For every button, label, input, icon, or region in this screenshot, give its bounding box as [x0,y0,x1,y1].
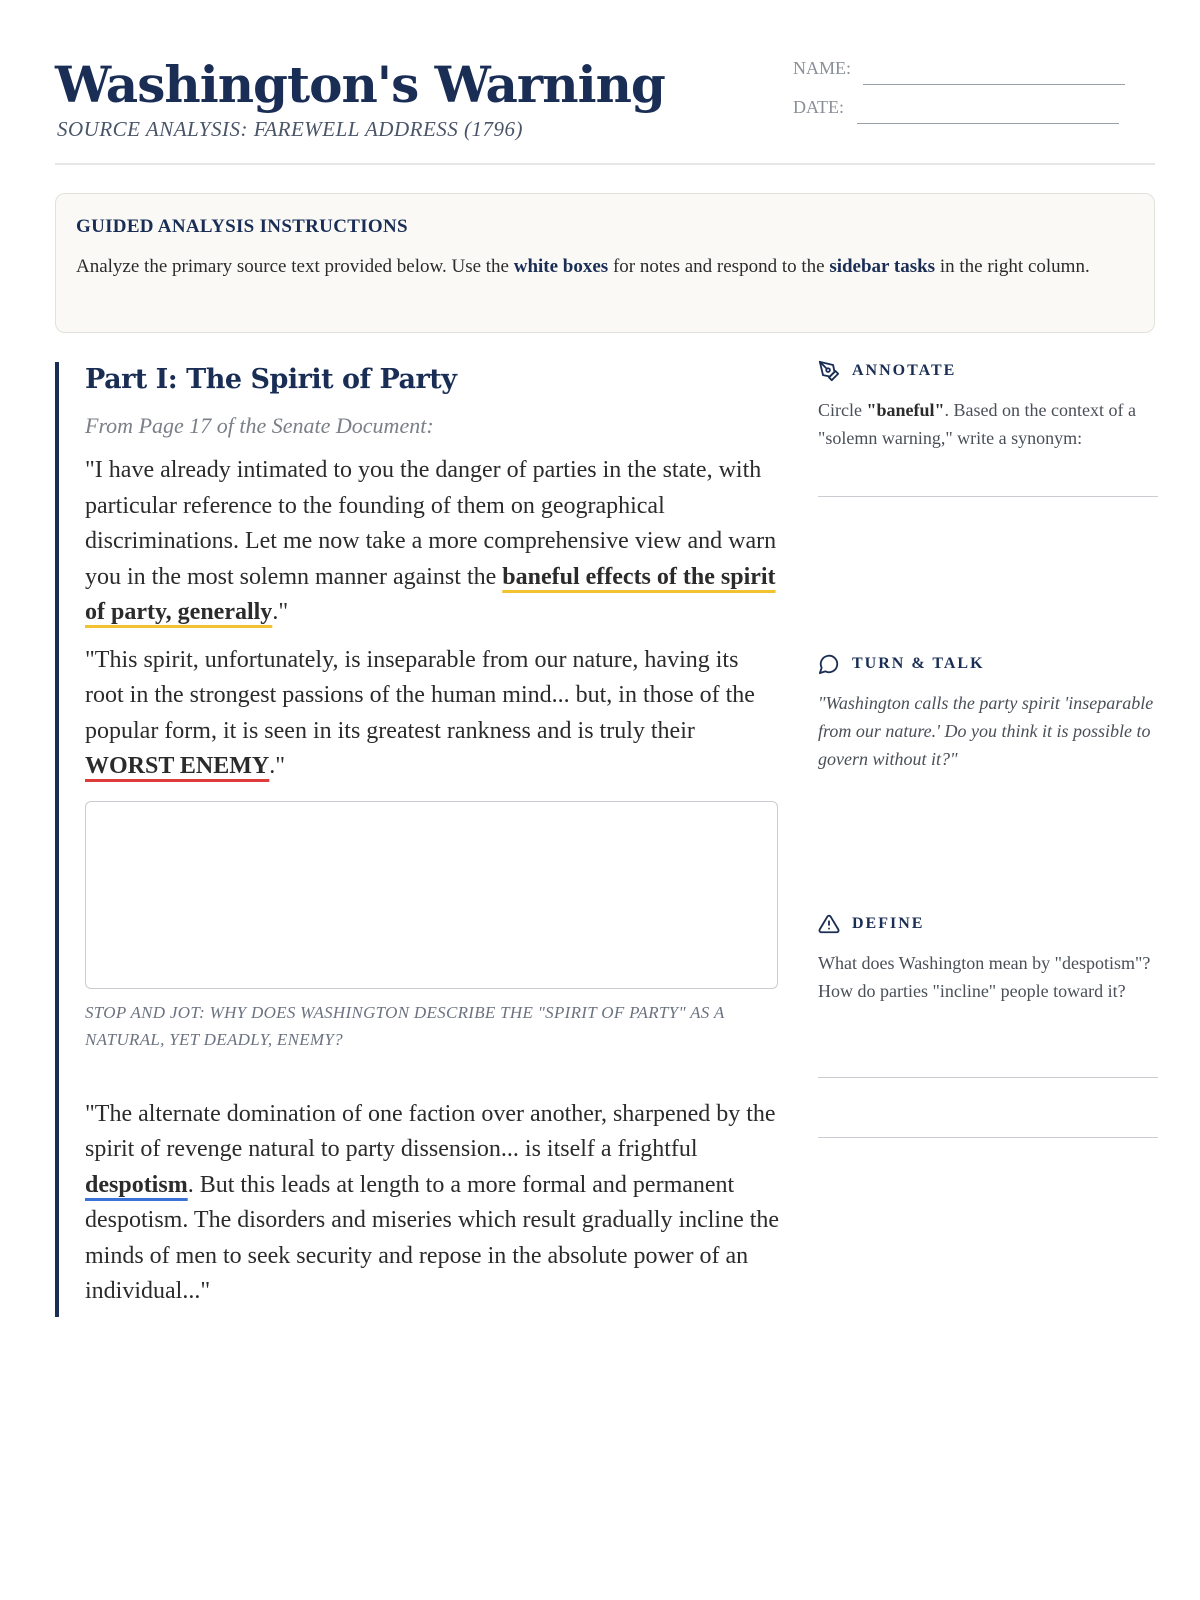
page-title: Washington's Warning [55,55,665,114]
task-label-turn-talk: TURN & TALK [852,655,985,672]
name-field[interactable] [863,84,1125,85]
white-boxes-emphasis: white boxes [513,256,609,277]
task-define [818,913,1158,1005]
task-text-part: . Based on the context of a "solemn warning," write a synonym: [818,400,1136,448]
task-annotate [818,360,1158,452]
task-label-define: DEFINE [852,915,925,932]
quote-text: ." [272,599,289,625]
part-title: Part I: The Spirit of Party [85,364,457,395]
task-turn-and-talk [818,653,1158,773]
quote-text: "This spirit, unfortunately, is inseparable from our nature, having its root in the strongest passions of the human mind... but, in those of the popular form, it is seen in its greatest rankness and is truly their [85,646,755,744]
annotate-answer-line[interactable] [818,496,1158,497]
sidebar-tasks-emphasis: sidebar tasks [829,256,936,277]
quote-paragraph-2 [85,643,780,785]
pen-nib-icon [818,360,840,382]
instructions-text-part: in the right column. [935,256,1090,277]
highlight-despotism: despotism [85,1171,188,1198]
quote-text: "I have already intimated to you the danger of parties in the state, with particular reference to the founding of them on geographical discriminations. Let me now take a more comprehensive view and warn you in the most solemn manner against the [85,457,777,590]
stop-and-jot-box[interactable] [85,801,778,989]
instructions-text-part: Analyze the primary source text provided below. Use the [76,256,514,277]
instructions-panel [55,193,1155,333]
task-text-define: What does Washington mean by "despotism"? How do parties "incline" people toward it? [818,953,1151,1001]
name-label: NAME: [793,58,851,78]
quote-paragraph-1 [85,453,780,631]
date-label: DATE: [793,97,844,117]
quote-text: ." [269,753,286,779]
warning-triangle-icon [818,913,840,935]
source-citation: From Page 17 of the Senate Document: [85,413,434,438]
baneful-term: "baneful" [866,400,945,420]
instructions-heading: GUIDED ANALYSIS INSTRUCTIONS [76,216,408,237]
highlight-baneful: baneful effects of the spirit of party, generally [85,563,776,625]
stop-and-jot-prompt: STOP AND JOT: WHY DOES WASHINGTON DESCRIBE THE "SPIRIT OF PARTY" AS A NATURAL, YET DEADLY, ENEMY? [85,1002,725,1049]
quote-text: "The alternate domination of one faction over another, sharpened by the spirit of revenge natural to party dissension... is itself a frightful [85,1100,776,1162]
task-text-annotate [818,396,1158,452]
define-answer-line-1[interactable] [818,1077,1158,1078]
date-field[interactable] [857,123,1119,124]
source-text-column [55,362,780,1317]
highlight-worst-enemy: WORST ENEMY [85,753,270,779]
quote-paragraph-3 [85,1097,780,1310]
instructions-text [76,252,1134,282]
task-label-annotate: ANNOTATE [852,362,957,379]
task-text-part: Circle [818,400,867,420]
define-answer-line-2[interactable] [818,1137,1158,1138]
page-header [55,55,1155,165]
task-text-turn-talk: "Washington calls the party spirit 'inseparable from our nature.' Do you think it is possible to govern without it?" [818,693,1154,769]
page-subtitle: SOURCE ANALYSIS: FAREWELL ADDRESS (1796) [57,117,524,141]
instructions-text-part: for notes and respond to the [608,256,830,277]
speech-bubble-icon [818,653,840,675]
quote-text: . But this leads at length to a more formal and permanent despotism. The disorders and miseries which result gradually incline the minds of men to seek security and repose in the absolute power of an individual..." [85,1171,780,1304]
